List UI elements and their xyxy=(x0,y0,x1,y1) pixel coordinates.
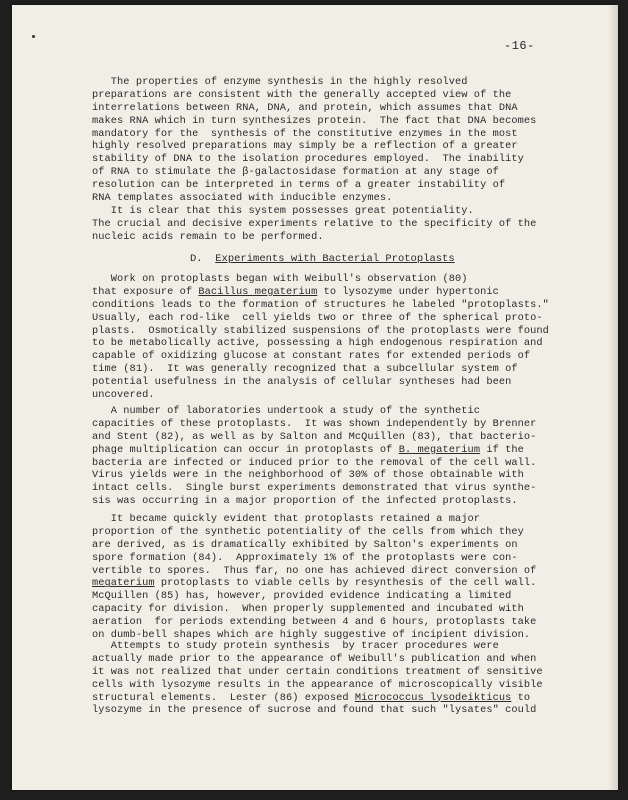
text-line: on dumb-bell shapes which are highly suggestive of incipient division. xyxy=(92,629,531,642)
text-line xyxy=(92,443,524,457)
section-heading xyxy=(190,253,455,265)
text-line xyxy=(92,691,531,705)
text-line xyxy=(92,286,512,299)
text-line: McQuillen (85) has, however, provided evidence indicating a limited xyxy=(92,590,512,603)
text-line: A number of laboratories undertook a study of the synthetic xyxy=(92,405,481,417)
text-line: capacities of these protoplasts. It was shown independently by Brenner xyxy=(92,417,537,430)
text-line: bacteria are infected or induced prior to the removal of the cell wall. xyxy=(92,456,537,469)
text-line: Work on protoplasts began with Weibull's observation (80) xyxy=(92,273,468,285)
text-segment: structural elements. Lester (86) exposed xyxy=(92,691,355,704)
text-line: it was not realized that under certain conditions treatment of sensitive xyxy=(92,665,543,678)
text-line: The crucial and decisive experiments relative to the specificity of the xyxy=(92,217,537,230)
text-line: Virus yields were in the neighborhood of 30% of those obtainable with xyxy=(92,469,524,482)
text-line: sis was occurring in a major proportion of the infected protoplasts. xyxy=(92,495,518,508)
text-line: Attempts to study protein synthesis by tracer procedures were xyxy=(92,640,499,652)
paragraph-potentiality xyxy=(92,205,537,244)
text-line: Usually, each rod-like cell yields two or three of the spherical proto- xyxy=(92,311,543,324)
paragraph-synthetic-potentiality xyxy=(92,513,537,642)
paragraph-enzyme-synthesis xyxy=(92,76,537,205)
text-segment: phage multiplication can occur in protoplasts of xyxy=(92,443,399,456)
margin-mark xyxy=(32,35,35,38)
text-line: interrelations between RNA, DNA, and protein, which assumes that DNA xyxy=(92,101,518,114)
text-segment: protoplasts to viable cells by resynthesis of the cell wall. xyxy=(154,577,537,590)
text-line: makes RNA which in turn synthesizes protein. The fact that DNA becomes xyxy=(92,114,537,127)
text-line: vertible to spores. Thus far, no one has achieved direct conversion of xyxy=(92,564,537,577)
text-line: are derived, as is dramatically exhibited by Salton's experiments on xyxy=(92,538,518,551)
text-line: plasts. Osmotically stabilized suspensions of the protoplasts were found xyxy=(92,324,549,337)
text-line: time (81). It was generally recognized that a subcellular system of xyxy=(92,363,518,376)
text-line: lysozyme in the presence of sucrose and found that such "lysates" could xyxy=(92,704,537,717)
section-letter: D. xyxy=(190,253,203,265)
paragraph-bacteriophage xyxy=(92,405,537,508)
text-line: resolution can be interpreted in terms of a greater instability of xyxy=(92,179,506,192)
text-segment: that exposure of xyxy=(92,285,199,298)
text-line: and Stent (82), as well as by Salton and McQuillen (83), that bacterio- xyxy=(92,430,537,443)
text-line: It is clear that this system possesses great potentiality. xyxy=(92,205,474,217)
text-line: It became quickly evident that protoplasts retained a major xyxy=(92,513,481,525)
text-line: proportion of the synthetic potentiality of the cells from which they xyxy=(92,525,524,538)
species-name: megaterium xyxy=(92,577,155,590)
text-line: spore formation (84). Approximately 1% of the protoplasts were con- xyxy=(92,551,518,564)
page-number: -16- xyxy=(504,39,535,53)
paragraph-weibull-observation xyxy=(92,273,549,402)
text-segment: if the xyxy=(480,443,524,456)
text-line: RNA templates associated with inducible enzymes. xyxy=(92,192,393,205)
text-line xyxy=(92,577,537,590)
text-line: capacity for division. When properly supplemented and incubated with xyxy=(92,603,524,616)
text-line: stability of DNA to the isolation procedures employed. The inability xyxy=(92,153,524,166)
text-line: cells with lysozyme results in the appearance of microscopically visible xyxy=(92,678,543,691)
text-line: aeration for periods extending between 4 and 6 hours, protoplasts take xyxy=(92,616,537,629)
text-line: uncovered. xyxy=(92,389,155,402)
species-name: Bacillus megaterium xyxy=(198,285,318,298)
text-line: conditions leads to the formation of structures he labeled "protoplasts." xyxy=(92,298,549,311)
text-line: potential usefulness in the analysis of cellular syntheses had been xyxy=(92,376,512,389)
text-line: preparations are consistent with the generally accepted view of the xyxy=(92,88,512,101)
section-title: Experiments with Bacterial Protoplasts xyxy=(215,253,455,265)
text-line: The properties of enzyme synthesis in the highly resolved xyxy=(92,76,468,88)
text-segment: to lysozyme under hypertonic xyxy=(317,285,499,298)
text-line: mandatory for the synthesis of the constitutive enzymes in the most xyxy=(92,127,518,140)
text-line: of RNA to stimulate the β-galactosidase formation at any stage of xyxy=(92,166,499,179)
paragraph-tracer-procedures xyxy=(92,640,543,717)
text-line: capable of oxidizing glucose at constant rates for extended periods of xyxy=(92,350,531,363)
species-name: B. megaterium xyxy=(398,443,481,456)
document-page xyxy=(12,5,618,790)
text-line: nucleic acids remain to be performed. xyxy=(92,230,324,243)
page-edge-shadow xyxy=(608,5,618,790)
text-line: intact cells. Single burst experiments demonstrated that virus synthe- xyxy=(92,482,537,495)
species-name: Micrococcus lysodeikticus xyxy=(354,691,512,704)
text-line: actually made prior to the appearance of Weibull's publication and when xyxy=(92,652,537,665)
text-line: highly resolved preparations may simply be a reflection of a greater xyxy=(92,140,518,153)
text-segment: to xyxy=(511,691,531,704)
text-line: to be metabolically active, possessing a high endogenous respiration and xyxy=(92,337,543,350)
